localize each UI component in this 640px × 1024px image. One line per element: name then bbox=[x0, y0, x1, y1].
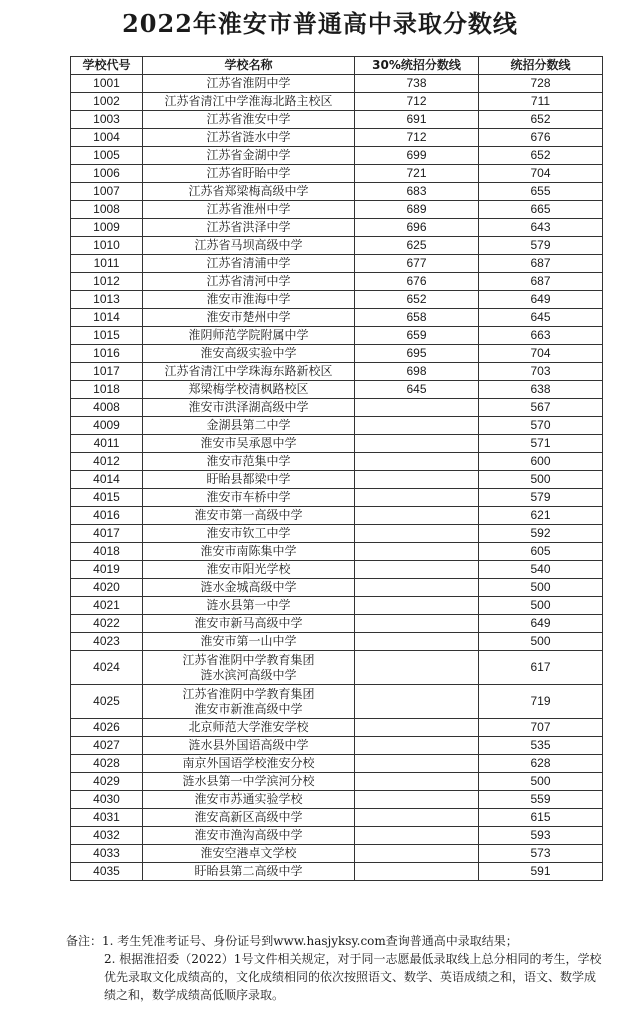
school-name-cell bbox=[143, 579, 355, 597]
line-30-percent-cell: 689 bbox=[355, 201, 479, 219]
line-30-percent-cell bbox=[355, 719, 479, 737]
table-row bbox=[71, 255, 603, 273]
line-30-percent-cell bbox=[355, 755, 479, 773]
unified-line-cell: 535 bbox=[479, 737, 603, 755]
school-name-cell bbox=[143, 525, 355, 543]
line-30-percent-cell bbox=[355, 845, 479, 863]
unified-line-cell: 665 bbox=[479, 201, 603, 219]
school-name-line: 涟水滨河高级中学 bbox=[200, 667, 297, 682]
table-row bbox=[71, 453, 603, 471]
note-line-1: 备注：1. 考生凭准考证号、身份证号到www.hasjyksy.com查询普通高中录取结果； bbox=[66, 934, 518, 948]
school-name-cell bbox=[143, 219, 355, 237]
unified-line-cell: 687 bbox=[479, 255, 603, 273]
line-30-percent-cell bbox=[355, 615, 479, 633]
line-30-percent-cell bbox=[355, 737, 479, 755]
table-row bbox=[71, 507, 603, 525]
header-30-percent-line: 30%统招分数线 bbox=[355, 57, 479, 75]
school-name-line: 盱眙县都梁中学 bbox=[206, 472, 291, 486]
school-name-line: 北京师范大学淮安学校 bbox=[188, 720, 309, 734]
school-code-cell: 4019 bbox=[71, 561, 143, 579]
unified-line-cell: 649 bbox=[479, 291, 603, 309]
school-name-line: 淮阴师范学院附属中学 bbox=[188, 328, 309, 342]
school-name-line: 江苏省金湖中学 bbox=[206, 148, 291, 162]
unified-line-cell: 593 bbox=[479, 827, 603, 845]
school-name-line: 江苏省淮安中学 bbox=[206, 112, 291, 126]
line-30-percent-cell bbox=[355, 579, 479, 597]
line-30-percent-cell: 676 bbox=[355, 273, 479, 291]
table-row bbox=[71, 719, 603, 737]
table-row bbox=[71, 309, 603, 327]
school-name-line: 淮安市钦工中学 bbox=[206, 526, 291, 540]
school-code-cell: 4025 bbox=[71, 685, 143, 719]
unified-line-cell: 676 bbox=[479, 129, 603, 147]
unified-line-cell: 579 bbox=[479, 237, 603, 255]
school-name-line: 淮安市第一高级中学 bbox=[194, 508, 303, 522]
unified-line-cell: 615 bbox=[479, 809, 603, 827]
school-code-cell: 1015 bbox=[71, 327, 143, 345]
school-code-cell: 1017 bbox=[71, 363, 143, 381]
school-name-cell bbox=[143, 435, 355, 453]
table-row bbox=[71, 773, 603, 791]
header-unified-line: 统招分数线 bbox=[479, 57, 603, 75]
school-code-cell: 4033 bbox=[71, 845, 143, 863]
line-30-percent-cell bbox=[355, 525, 479, 543]
unified-line-cell: 638 bbox=[479, 381, 603, 399]
line-30-percent-cell: 677 bbox=[355, 255, 479, 273]
line-30-percent-cell: 625 bbox=[355, 237, 479, 255]
school-name-line: 江苏省淮阴中学 bbox=[206, 76, 291, 90]
school-name-cell bbox=[143, 381, 355, 399]
line-30-percent-cell: 712 bbox=[355, 129, 479, 147]
school-name-line: 盱眙县第二高级中学 bbox=[194, 864, 303, 878]
school-name-cell bbox=[143, 489, 355, 507]
table-row bbox=[71, 147, 603, 165]
school-name-cell bbox=[143, 327, 355, 345]
school-code-cell: 1008 bbox=[71, 201, 143, 219]
unified-line-cell: 621 bbox=[479, 507, 603, 525]
school-code-cell: 4035 bbox=[71, 863, 143, 881]
school-name-cell bbox=[143, 165, 355, 183]
table-row bbox=[71, 525, 603, 543]
school-code-cell: 1002 bbox=[71, 93, 143, 111]
table-row bbox=[71, 845, 603, 863]
school-name-line: 淮安市苏通实验学校 bbox=[194, 792, 303, 806]
school-name-line: 江苏省洪泽中学 bbox=[206, 220, 291, 234]
school-name-line: 江苏省郑梁梅高级中学 bbox=[188, 184, 309, 198]
school-code-cell: 1013 bbox=[71, 291, 143, 309]
line-30-percent-cell bbox=[355, 685, 479, 719]
school-code-cell: 4015 bbox=[71, 489, 143, 507]
line-30-percent-cell: 658 bbox=[355, 309, 479, 327]
unified-line-cell: 540 bbox=[479, 561, 603, 579]
school-code-cell: 1012 bbox=[71, 273, 143, 291]
unified-line-cell: 628 bbox=[479, 755, 603, 773]
unified-line-cell: 707 bbox=[479, 719, 603, 737]
table-row bbox=[71, 111, 603, 129]
school-name-line: 淮安市第一山中学 bbox=[200, 634, 297, 648]
school-name-cell bbox=[143, 845, 355, 863]
table-row bbox=[71, 543, 603, 561]
table-row bbox=[71, 651, 603, 685]
unified-line-cell: 500 bbox=[479, 471, 603, 489]
line-30-percent-cell: 699 bbox=[355, 147, 479, 165]
school-name-cell bbox=[143, 399, 355, 417]
table-row bbox=[71, 75, 603, 93]
school-name-line: 淮安市南陈集中学 bbox=[200, 544, 297, 558]
unified-line-cell: 559 bbox=[479, 791, 603, 809]
school-code-cell: 1009 bbox=[71, 219, 143, 237]
table-row bbox=[71, 471, 603, 489]
school-name-cell bbox=[143, 417, 355, 435]
school-code-cell: 4020 bbox=[71, 579, 143, 597]
school-name-line: 淮安市楚州中学 bbox=[206, 310, 291, 324]
school-name-cell bbox=[143, 719, 355, 737]
school-name-cell bbox=[143, 615, 355, 633]
table-row bbox=[71, 129, 603, 147]
unified-line-cell: 719 bbox=[479, 685, 603, 719]
school-code-cell: 1018 bbox=[71, 381, 143, 399]
school-name-cell bbox=[143, 863, 355, 881]
unified-line-cell: 703 bbox=[479, 363, 603, 381]
school-name-cell bbox=[143, 755, 355, 773]
school-code-cell: 1007 bbox=[71, 183, 143, 201]
line-30-percent-cell bbox=[355, 809, 479, 827]
line-30-percent-cell bbox=[355, 453, 479, 471]
unified-line-cell: 728 bbox=[479, 75, 603, 93]
school-name-line: 淮安市淮海中学 bbox=[206, 292, 291, 306]
school-name-cell bbox=[143, 93, 355, 111]
school-name-cell bbox=[143, 507, 355, 525]
school-name-line: 金湖县第二中学 bbox=[206, 418, 291, 432]
unified-line-cell: 500 bbox=[479, 597, 603, 615]
table-row bbox=[71, 201, 603, 219]
school-code-cell: 4022 bbox=[71, 615, 143, 633]
school-name-cell bbox=[143, 147, 355, 165]
line-30-percent-cell bbox=[355, 471, 479, 489]
table-row bbox=[71, 183, 603, 201]
unified-line-cell: 652 bbox=[479, 147, 603, 165]
table-row bbox=[71, 435, 603, 453]
unified-line-cell: 704 bbox=[479, 165, 603, 183]
table-row bbox=[71, 273, 603, 291]
school-name-line: 江苏省涟水中学 bbox=[206, 130, 291, 144]
school-code-cell: 4021 bbox=[71, 597, 143, 615]
school-name-line: 淮安市新马高级中学 bbox=[194, 616, 303, 630]
note-line-2: 2. 根据淮招委（2022）1号文件相关规定，对于同一志愿最低录取线上总分相同的考生，学校优先录取文化成绩高的，文化成绩相同的依次按照语文、数学、英语成绩之和，语文、数学成绩之和，数学成绩高低顺序录取。 bbox=[104, 952, 602, 1002]
school-code-cell: 4030 bbox=[71, 791, 143, 809]
unified-line-cell: 649 bbox=[479, 615, 603, 633]
table-row bbox=[71, 327, 603, 345]
unified-line-cell: 643 bbox=[479, 219, 603, 237]
table-row bbox=[71, 165, 603, 183]
school-name-line: 江苏省淮阴中学教育集团 bbox=[182, 652, 315, 667]
school-name-cell bbox=[143, 183, 355, 201]
school-code-cell: 1004 bbox=[71, 129, 143, 147]
school-name-cell bbox=[143, 685, 355, 719]
school-name-cell bbox=[143, 651, 355, 685]
unified-line-cell: 617 bbox=[479, 651, 603, 685]
school-code-cell: 1011 bbox=[71, 255, 143, 273]
school-name-cell bbox=[143, 363, 355, 381]
school-code-cell: 4009 bbox=[71, 417, 143, 435]
school-code-cell: 1006 bbox=[71, 165, 143, 183]
school-name-cell bbox=[143, 237, 355, 255]
table-row bbox=[71, 399, 603, 417]
school-name-cell bbox=[143, 309, 355, 327]
school-name-line: 淮安高级实验中学 bbox=[200, 346, 297, 360]
unified-line-cell: 500 bbox=[479, 633, 603, 651]
school-name-line: 江苏省淮州中学 bbox=[206, 202, 291, 216]
school-code-cell: 1010 bbox=[71, 237, 143, 255]
school-code-cell: 4014 bbox=[71, 471, 143, 489]
line-30-percent-cell bbox=[355, 435, 479, 453]
line-30-percent-cell: 683 bbox=[355, 183, 479, 201]
school-code-cell: 4011 bbox=[71, 435, 143, 453]
school-name-line: 淮安高新区高级中学 bbox=[194, 810, 303, 824]
table-row bbox=[71, 345, 603, 363]
school-name-line: 淮安市车桥中学 bbox=[206, 490, 291, 504]
unified-line-cell: 567 bbox=[479, 399, 603, 417]
table-row bbox=[71, 615, 603, 633]
table-row bbox=[71, 827, 603, 845]
unified-line-cell: 571 bbox=[479, 435, 603, 453]
school-name-line: 淮安市渔沟高级中学 bbox=[194, 828, 303, 842]
school-name-line: 涟水县第一中学 bbox=[206, 598, 291, 612]
school-name-line: 淮安市阳光学校 bbox=[206, 562, 291, 576]
unified-line-cell: 500 bbox=[479, 773, 603, 791]
header-school-name: 学校名称 bbox=[143, 57, 355, 75]
school-name-line: 江苏省清浦中学 bbox=[206, 256, 291, 270]
table-row bbox=[71, 579, 603, 597]
school-name-line: 淮安市范集中学 bbox=[206, 454, 291, 468]
school-name-cell bbox=[143, 791, 355, 809]
line-30-percent-cell: 698 bbox=[355, 363, 479, 381]
table-row bbox=[71, 489, 603, 507]
school-name-line: 南京外国语学校淮安分校 bbox=[182, 756, 315, 770]
unified-line-cell: 655 bbox=[479, 183, 603, 201]
table-row bbox=[71, 755, 603, 773]
line-30-percent-cell bbox=[355, 417, 479, 435]
unified-line-cell: 711 bbox=[479, 93, 603, 111]
header-school-code: 学校代号 bbox=[71, 57, 143, 75]
school-name-line: 涟水县第一中学滨河分校 bbox=[182, 774, 315, 788]
page-title: 2022年淮安市普通高中录取分数线 bbox=[122, 9, 518, 38]
table-row bbox=[71, 237, 603, 255]
school-name-line: 淮安市洪泽湖高级中学 bbox=[188, 400, 309, 414]
line-30-percent-cell bbox=[355, 597, 479, 615]
line-30-percent-cell bbox=[355, 773, 479, 791]
school-code-cell: 4008 bbox=[71, 399, 143, 417]
school-name-cell bbox=[143, 273, 355, 291]
unified-line-cell: 600 bbox=[479, 453, 603, 471]
line-30-percent-cell bbox=[355, 827, 479, 845]
school-name-line: 淮安空港卓文学校 bbox=[200, 846, 297, 860]
school-name-line: 涟水金城高级中学 bbox=[200, 580, 297, 594]
school-name-line: 江苏省清河中学 bbox=[206, 274, 291, 288]
school-code-cell: 4028 bbox=[71, 755, 143, 773]
table-row bbox=[71, 597, 603, 615]
school-code-cell: 4032 bbox=[71, 827, 143, 845]
line-30-percent-cell: 652 bbox=[355, 291, 479, 309]
unified-line-cell: 605 bbox=[479, 543, 603, 561]
school-name-cell bbox=[143, 827, 355, 845]
unified-line-cell: 592 bbox=[479, 525, 603, 543]
school-name-line: 江苏省马坝高级中学 bbox=[194, 238, 303, 252]
school-code-cell: 4017 bbox=[71, 525, 143, 543]
unified-line-cell: 645 bbox=[479, 309, 603, 327]
school-name-cell bbox=[143, 75, 355, 93]
line-30-percent-cell bbox=[355, 543, 479, 561]
line-30-percent-cell bbox=[355, 489, 479, 507]
line-30-percent-cell: 696 bbox=[355, 219, 479, 237]
table-row bbox=[71, 291, 603, 309]
unified-line-cell: 591 bbox=[479, 863, 603, 881]
school-code-cell: 1016 bbox=[71, 345, 143, 363]
unified-line-cell: 500 bbox=[479, 579, 603, 597]
table-row bbox=[71, 381, 603, 399]
table-row bbox=[71, 863, 603, 881]
school-name-cell bbox=[143, 561, 355, 579]
line-30-percent-cell: 695 bbox=[355, 345, 479, 363]
school-name-line: 涟水县外国语高级中学 bbox=[188, 738, 309, 752]
line-30-percent-cell bbox=[355, 399, 479, 417]
line-30-percent-cell bbox=[355, 791, 479, 809]
school-code-cell: 4023 bbox=[71, 633, 143, 651]
unified-line-cell: 687 bbox=[479, 273, 603, 291]
unified-line-cell: 579 bbox=[479, 489, 603, 507]
school-code-cell: 1003 bbox=[71, 111, 143, 129]
table-row bbox=[71, 685, 603, 719]
school-name-cell bbox=[143, 201, 355, 219]
table-body bbox=[71, 75, 603, 881]
line-30-percent-cell: 691 bbox=[355, 111, 479, 129]
table-header-row bbox=[71, 57, 603, 75]
school-name-line: 江苏省盱眙中学 bbox=[206, 166, 291, 180]
line-30-percent-cell: 645 bbox=[355, 381, 479, 399]
school-name-line: 郑梁梅学校清枫路校区 bbox=[188, 382, 309, 396]
school-name-line: 江苏省清江中学淮海北路主校区 bbox=[164, 94, 333, 108]
line-30-percent-cell: 738 bbox=[355, 75, 479, 93]
admission-score-table bbox=[70, 56, 603, 881]
school-name-cell bbox=[143, 773, 355, 791]
notes bbox=[66, 932, 606, 1004]
table-row bbox=[71, 791, 603, 809]
table-row bbox=[71, 219, 603, 237]
school-name-cell bbox=[143, 255, 355, 273]
line-30-percent-cell bbox=[355, 651, 479, 685]
line-30-percent-cell: 712 bbox=[355, 93, 479, 111]
table-row bbox=[71, 417, 603, 435]
school-name-cell bbox=[143, 471, 355, 489]
line-30-percent-cell: 659 bbox=[355, 327, 479, 345]
school-name-cell bbox=[143, 543, 355, 561]
school-name-cell bbox=[143, 345, 355, 363]
line-30-percent-cell bbox=[355, 561, 479, 579]
school-name-cell bbox=[143, 111, 355, 129]
school-code-cell: 1001 bbox=[71, 75, 143, 93]
school-name-cell bbox=[143, 597, 355, 615]
unified-line-cell: 663 bbox=[479, 327, 603, 345]
line-30-percent-cell: 721 bbox=[355, 165, 479, 183]
school-name-line: 江苏省淮阴中学教育集团 bbox=[182, 686, 315, 701]
line-30-percent-cell bbox=[355, 633, 479, 651]
school-code-cell: 4016 bbox=[71, 507, 143, 525]
school-code-cell: 1005 bbox=[71, 147, 143, 165]
school-code-cell: 4024 bbox=[71, 651, 143, 685]
school-code-cell: 4018 bbox=[71, 543, 143, 561]
unified-line-cell: 570 bbox=[479, 417, 603, 435]
school-code-cell: 4027 bbox=[71, 737, 143, 755]
school-name-cell bbox=[143, 633, 355, 651]
school-code-cell: 4031 bbox=[71, 809, 143, 827]
school-code-cell: 4012 bbox=[71, 453, 143, 471]
table-row bbox=[71, 93, 603, 111]
unified-line-cell: 573 bbox=[479, 845, 603, 863]
table-row bbox=[71, 633, 603, 651]
school-name-cell bbox=[143, 129, 355, 147]
school-code-cell: 4026 bbox=[71, 719, 143, 737]
school-code-cell: 4029 bbox=[71, 773, 143, 791]
table-row bbox=[71, 363, 603, 381]
line-30-percent-cell bbox=[355, 507, 479, 525]
unified-line-cell: 704 bbox=[479, 345, 603, 363]
school-name-cell bbox=[143, 809, 355, 827]
unified-line-cell: 652 bbox=[479, 111, 603, 129]
school-name-cell bbox=[143, 453, 355, 471]
line-30-percent-cell bbox=[355, 863, 479, 881]
school-name-line: 淮安市新淮高级中学 bbox=[194, 701, 303, 716]
school-code-cell: 1014 bbox=[71, 309, 143, 327]
table-row bbox=[71, 561, 603, 579]
school-name-line: 淮安市吴承恩中学 bbox=[200, 436, 297, 450]
school-name-cell bbox=[143, 291, 355, 309]
school-name-cell bbox=[143, 737, 355, 755]
table-row bbox=[71, 809, 603, 827]
school-name-line: 江苏省清江中学珠海东路新校区 bbox=[164, 364, 333, 378]
table-row bbox=[71, 737, 603, 755]
